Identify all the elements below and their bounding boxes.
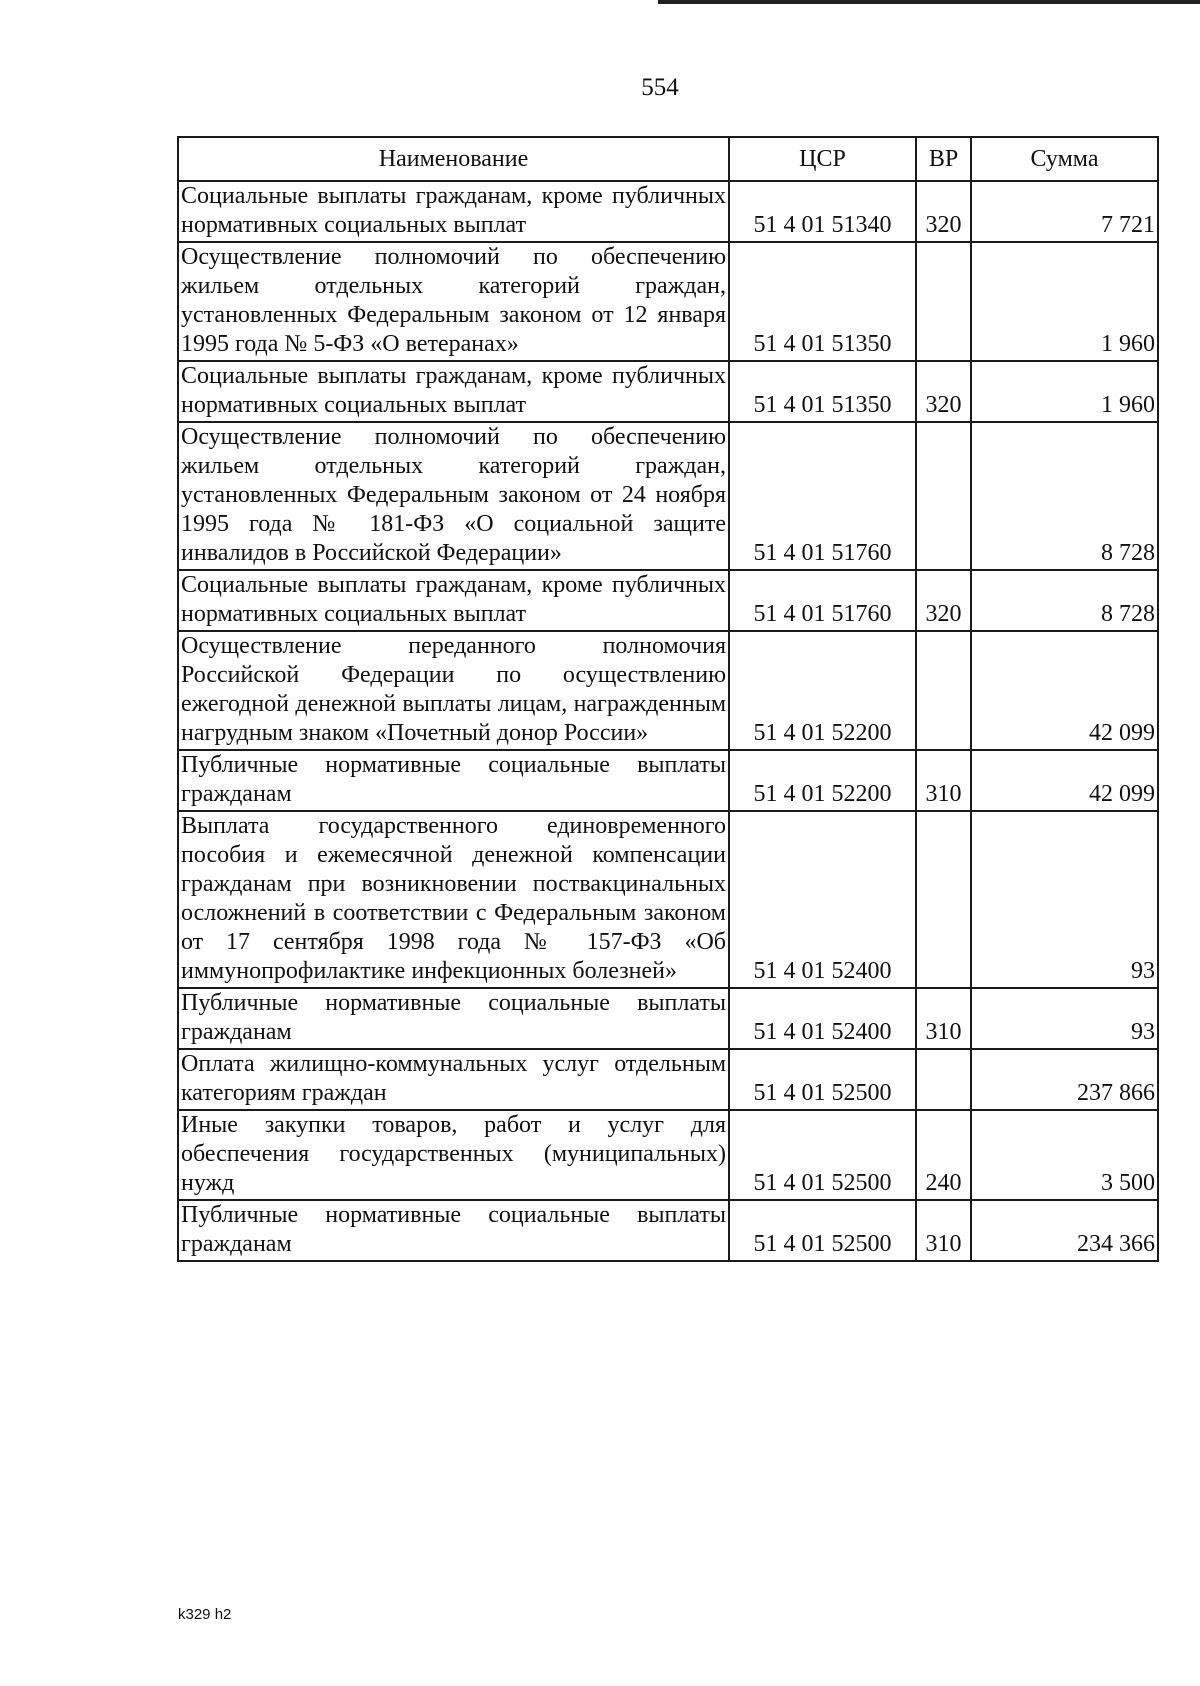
- row-vr: 310: [916, 988, 971, 1049]
- row-vr: [916, 1049, 971, 1110]
- row-csr: 51 4 01 52400: [729, 811, 916, 988]
- row-name: Публичные нормативные социальные выплаты гражданам: [178, 988, 729, 1049]
- row-csr: 51 4 01 51760: [729, 570, 916, 631]
- row-csr: 51 4 01 52400: [729, 988, 916, 1049]
- table-row: [178, 361, 1158, 422]
- table-row: [178, 1110, 1158, 1200]
- row-sum: 93: [971, 811, 1158, 988]
- header-sum: Сумма: [971, 137, 1158, 181]
- table-row: [178, 422, 1158, 570]
- row-vr: 320: [916, 570, 971, 631]
- row-vr: 320: [916, 181, 971, 242]
- row-csr: 51 4 01 52500: [729, 1049, 916, 1110]
- table-header-row: [178, 137, 1158, 181]
- row-vr: 240: [916, 1110, 971, 1200]
- table-row: [178, 1049, 1158, 1110]
- row-csr: 51 4 01 52500: [729, 1200, 916, 1261]
- row-name: Выплата государственного единовременного пособия и ежемесячной денежной компенсации гражданам при возникновении поствакцинальных осложнений в соответствии с Федеральным законом от 17 сентября 1998 года № 157-ФЗ «Об иммунопрофилактике инфекционных болезней»: [178, 811, 729, 988]
- row-name: Социальные выплаты гражданам, кроме публичных нормативных социальных выплат: [178, 570, 729, 631]
- table-row: [178, 570, 1158, 631]
- row-vr: [916, 422, 971, 570]
- table-row: [178, 181, 1158, 242]
- row-sum: 1 960: [971, 242, 1158, 361]
- row-name: Социальные выплаты гражданам, кроме публичных нормативных социальных выплат: [178, 361, 729, 422]
- row-vr: [916, 242, 971, 361]
- row-csr: 51 4 01 52200: [729, 631, 916, 750]
- table-row: [178, 242, 1158, 361]
- row-name: Публичные нормативные социальные выплаты гражданам: [178, 1200, 729, 1261]
- row-vr: [916, 631, 971, 750]
- row-vr: [916, 811, 971, 988]
- row-csr: 51 4 01 51350: [729, 242, 916, 361]
- row-vr: 320: [916, 361, 971, 422]
- table-row: [178, 750, 1158, 811]
- table-row: [178, 631, 1158, 750]
- row-sum: 42 099: [971, 631, 1158, 750]
- row-csr: 51 4 01 51340: [729, 181, 916, 242]
- row-sum: 237 866: [971, 1049, 1158, 1110]
- row-sum: 42 099: [971, 750, 1158, 811]
- row-sum: 1 960: [971, 361, 1158, 422]
- row-csr: 51 4 01 51350: [729, 361, 916, 422]
- row-sum: 3 500: [971, 1110, 1158, 1200]
- table-row: [178, 988, 1158, 1049]
- scan-edge-line: [658, 0, 1200, 4]
- row-sum: 8 728: [971, 570, 1158, 631]
- row-csr: 51 4 01 51760: [729, 422, 916, 570]
- table-row: [178, 811, 1158, 988]
- page-number: 554: [641, 74, 679, 101]
- row-name: Осуществление переданного полномочия Российской Федерации по осуществлению ежегодной денежной выплаты лицам, награжденным нагрудным знаком «Почетный донор России»: [178, 631, 729, 750]
- row-sum: 8 728: [971, 422, 1158, 570]
- row-sum: 7 721: [971, 181, 1158, 242]
- row-vr: 310: [916, 750, 971, 811]
- header-csr: ЦСР: [729, 137, 916, 181]
- header-name: Наименование: [178, 137, 729, 181]
- row-name: Осуществление полномочий по обеспечению жильем отдельных категорий граждан, установленных Федеральным законом от 12 января 1995 года № 5-ФЗ «О ветеранах»: [178, 242, 729, 361]
- row-csr: 51 4 01 52200: [729, 750, 916, 811]
- row-sum: 234 366: [971, 1200, 1158, 1261]
- table-row: [178, 1200, 1158, 1261]
- row-csr: 51 4 01 52500: [729, 1110, 916, 1200]
- row-vr: 310: [916, 1200, 971, 1261]
- footer-code: k329 h2: [178, 1606, 232, 1623]
- budget-table: [177, 136, 1159, 1262]
- row-name: Публичные нормативные социальные выплаты гражданам: [178, 750, 729, 811]
- header-vr: ВР: [916, 137, 971, 181]
- row-name: Осуществление полномочий по обеспечению жильем отдельных категорий граждан, установленных Федеральным законом от 24 ноября 1995 года № 181-ФЗ «О социальной защите инвалидов в Российской Федерации»: [178, 422, 729, 570]
- row-name: Оплата жилищно-коммунальных услуг отдельным категориям граждан: [178, 1049, 729, 1110]
- row-name: Иные закупки товаров, работ и услуг для обеспечения государственных (муниципальных) нужд: [178, 1110, 729, 1200]
- row-name: Социальные выплаты гражданам, кроме публичных нормативных социальных выплат: [178, 181, 729, 242]
- row-sum: 93: [971, 988, 1158, 1049]
